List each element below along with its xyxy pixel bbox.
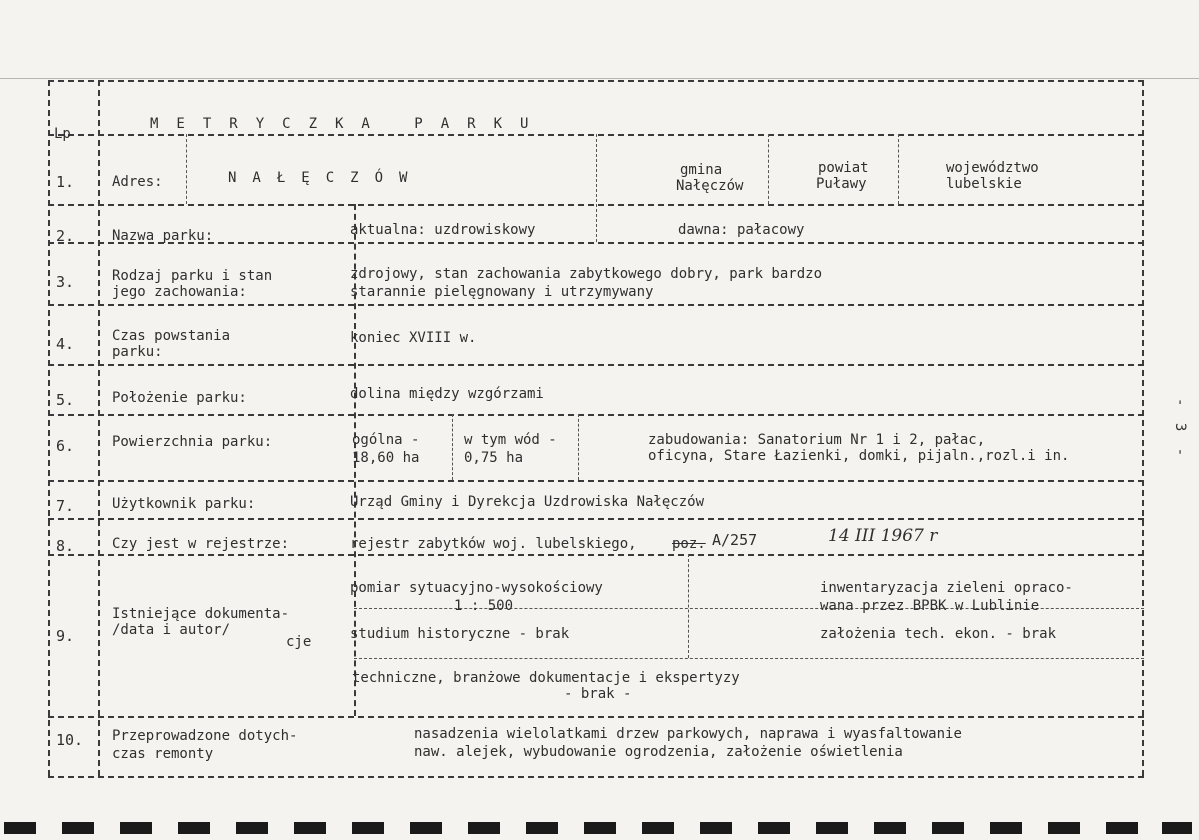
renovations-value: nasadzenia wielolatkami drzew parkowych, naprawa i wyasfaltowanie [414, 726, 962, 742]
gmina-label: gmina [680, 162, 723, 178]
binding-hole [1106, 822, 1138, 834]
register-label: Czy jest w rejestrze: [112, 536, 290, 552]
binding-hole [62, 822, 94, 834]
page-top-rule [0, 78, 1199, 79]
col-border-powiat [768, 134, 769, 204]
park-type-label: Rodzaj parku i stan [112, 268, 273, 284]
buildings-value: zabudowania: Sanatorium Nr 1 i 2, pałac, [648, 432, 986, 448]
technical-docs-status: - brak - [564, 686, 632, 702]
row-number: 5. [56, 391, 75, 409]
register-value: rejestr zabytków woj. lubelskiego, [350, 536, 637, 552]
row-number: 1. [56, 173, 75, 191]
binding-strip [0, 818, 1199, 840]
wojewodztwo-value: lubelskie [946, 176, 1022, 192]
gmina-value: Nałęczów [676, 178, 744, 194]
col-border-address [186, 134, 187, 204]
binding-hole [178, 822, 210, 834]
register-struck-text: poz. [672, 536, 706, 552]
col-border-left [48, 80, 50, 776]
row-border [48, 716, 1144, 718]
park-type-value: zdrojowy, stan zachowania zabytkowego dobry, park bardzo [350, 266, 823, 282]
technical-docs-value: techniczne, branżowe dokumentacje i ekspertyzy [352, 670, 740, 686]
creation-time-label: parku: [112, 344, 163, 360]
row-number: 3. [56, 273, 75, 291]
powiat-label: powiat [818, 160, 869, 176]
historical-study-value: studium historyczne - brak [350, 626, 570, 642]
col-border-wojewodztwo [898, 134, 899, 204]
binding-hole [4, 822, 36, 834]
row-number: 7. [56, 497, 75, 515]
header-lp: Lp [54, 126, 71, 142]
area-label: Powierzchnia parku: [112, 434, 273, 450]
row-border-bottom [48, 776, 1144, 778]
park-user-label: Użytkownik parku: [112, 496, 256, 512]
binding-hole [294, 822, 326, 834]
buildings-value: oficyna, Stare Łazienki, domki, pijaln.,rozl.i in. [648, 448, 1070, 464]
park-user-value: Urząd Gminy i Dyrekcja Uzdrowiska Nałęczów [350, 494, 705, 510]
park-name-label: Nazwa parku: [112, 228, 214, 244]
binding-hole [352, 822, 384, 834]
binding-hole [700, 822, 732, 834]
binding-hole [120, 822, 152, 834]
row-number: 4. [56, 335, 75, 353]
area-total-label: ogólna - [352, 432, 420, 448]
creation-time-value: koniec XVIII w. [350, 330, 477, 346]
col-border-gmina [596, 134, 597, 242]
row-number: 2. [56, 227, 75, 245]
row-number: 10. [56, 731, 84, 749]
binding-hole [1162, 822, 1192, 834]
documents-label: cje [286, 634, 312, 650]
row-border-top [48, 80, 1144, 82]
page-number: - 3 - [1172, 398, 1188, 461]
binding-hole [816, 822, 848, 834]
address-label: Adres: [112, 174, 163, 190]
powiat-value: Puławy [816, 176, 867, 192]
col-border-right [1142, 80, 1144, 776]
survey-value: pomiar sytuacyjno-wysokościowy [350, 580, 603, 596]
binding-hole [1048, 822, 1080, 834]
inventory-value: inwentaryzacja zieleni opraco- [820, 580, 1073, 596]
park-type-label: jego zachowania: [112, 284, 247, 300]
row-border [48, 414, 1144, 416]
row-border [48, 364, 1144, 366]
row-border [48, 480, 1144, 482]
location-label: Położenie parku: [112, 390, 247, 406]
binding-hole [526, 822, 558, 834]
renovations-value: naw. alejek, wybudowanie ogrodzenia, założenie oświetlenia [414, 744, 903, 760]
row-number: 8. [56, 537, 75, 555]
park-name-former: dawna: pałacowy [678, 222, 805, 238]
renovations-label: czas remonty [112, 746, 214, 762]
binding-hole [642, 822, 674, 834]
binding-hole [758, 822, 790, 834]
renovations-label: Przeprowadzone dotych- [112, 728, 298, 744]
area-water-label: w tym wód - [464, 432, 557, 448]
area-total-value: 18,60 ha [352, 450, 420, 466]
park-name-current: aktualna: uzdrowiskowy [350, 222, 536, 238]
inventory-value: wana przez BPBK w Lublinie [820, 598, 1040, 614]
row-number: 6. [56, 437, 75, 455]
col-border-number [98, 80, 100, 776]
binding-hole [932, 822, 964, 834]
address-value: NAŁĘCZÓW [228, 170, 424, 186]
documents-label: /data i autor/ [112, 622, 231, 638]
row-border [48, 518, 1144, 520]
wojewodztwo-label: województwo [946, 160, 1039, 176]
form-title: METRYCZKA PARKU [150, 116, 547, 132]
binding-hole [874, 822, 906, 834]
row-border [48, 304, 1144, 306]
row9-inner-border [354, 658, 1144, 659]
survey-scale: 1 : 500 [454, 598, 514, 614]
col-border-water [452, 414, 453, 480]
park-record-form [48, 80, 1144, 776]
area-water-value: 0,75 ha [464, 450, 524, 466]
row-border [48, 554, 1144, 556]
binding-hole [410, 822, 442, 834]
binding-hole [584, 822, 616, 834]
binding-hole [236, 822, 268, 834]
binding-hole [468, 822, 500, 834]
binding-hole [990, 822, 1022, 834]
location-value: dolina między wzgórzami [350, 386, 544, 402]
col-border-row9 [688, 554, 689, 658]
creation-time-label: Czas powstania [112, 328, 231, 344]
register-handwritten-date: 14 III 1967 r [828, 526, 938, 546]
tech-econ-value: założenia tech. ekon. - brak [820, 626, 1057, 642]
register-number: A/257 [712, 531, 758, 549]
park-type-value: starannie pielęgnowany i utrzymywany [350, 284, 654, 300]
row-number: 9. [56, 627, 75, 645]
documents-label: Istniejące dokumenta- [112, 606, 290, 622]
col-border-buildings [578, 414, 579, 480]
